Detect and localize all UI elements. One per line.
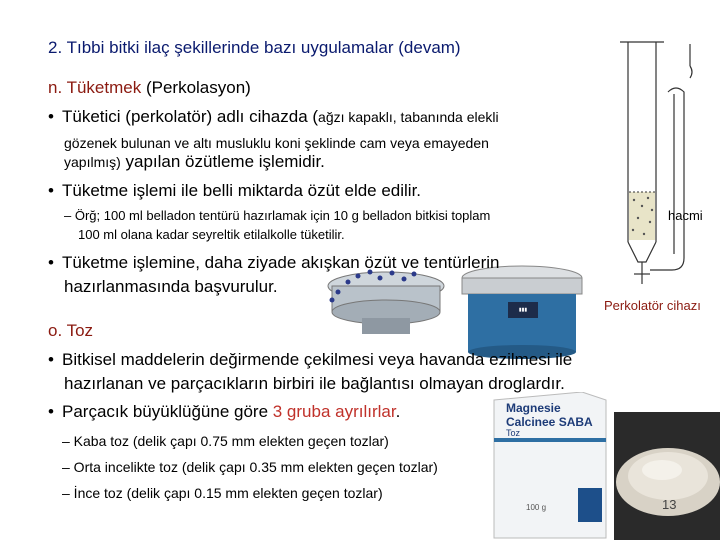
bullet-n-2-text: Tüketme işlemi ile belli miktarda özüt elde edilir.: [62, 181, 422, 200]
bullet-n-3-line1: Tüketme işlemine, daha ziyade akışkan özüt ve tentürlerin: [62, 253, 500, 272]
box-label-line1: Magnesie: [506, 401, 561, 415]
page-number: 13: [662, 497, 677, 512]
industrial-sieve-image: [452, 262, 594, 360]
bullet-dot: •: [48, 107, 54, 126]
bullet-n-1-line3: [64, 151, 325, 173]
bullet-dot: •: [48, 181, 54, 200]
bullet-n-2: [48, 180, 422, 202]
box-label-line2: Calcinee SABA: [506, 415, 593, 429]
bullet-o-2-end: .: [395, 402, 401, 421]
sub-example-line1: – Örğ; 100 ml belladon tentürü hazırlamak için 10 g belladon bitkisi toplam: [64, 208, 491, 223]
bullet-o-2: [48, 401, 401, 423]
bullet-n-3: [48, 252, 500, 274]
bullet-o-1: [48, 349, 573, 371]
section-o-heading: [48, 321, 93, 341]
percolator-caption: Perkolatör cihazı: [604, 298, 701, 313]
sub-example-overlap-word: hacmi: [668, 208, 703, 223]
box-weight-label: 100 g: [526, 503, 547, 512]
bullet-o-1-line1: Bitkisel maddelerin değirmende çekilmesi veya havanda ezilmesi ile: [62, 350, 573, 369]
bullet-n-3-line2: hazırlanmasında başvurulur.: [64, 277, 278, 296]
bullet-dot: •: [48, 350, 54, 369]
bullet-n-1-line3-big: yapılan özütleme işlemidir.: [120, 152, 325, 171]
bullet-n-1-line3-small: yapılmış): [64, 154, 121, 170]
bullet-o-1-line2: hazırlanan ve parçacıkların birbiri ile bağlantısı olmayan droglardır.: [64, 374, 565, 393]
bullet-o-2-start: Parçacık büyüklüğüne göre: [62, 402, 273, 421]
bullet-n-1: [48, 106, 622, 128]
sieve-brand-label: ▮▮▮: [518, 307, 528, 313]
slide-title: 2. Tıbbi bitki ilaç şekillerinde bazı uygulamalar (devam): [48, 38, 461, 57]
toz-item-fine: – İnce toz (delik çapı 0.15 mm elekten geçen tozlar): [62, 485, 383, 501]
bullet-dot: •: [48, 253, 54, 272]
section-n-heading: [48, 78, 251, 98]
box-label-line3: Toz: [506, 428, 521, 438]
powder-photo: [614, 412, 720, 540]
toz-item-medium: – Orta incelikte toz (delik çapı 0.35 mm elekten geçen tozlar): [62, 459, 438, 475]
section-n-heading-rest: (Perkolasyon): [141, 78, 251, 97]
bullet-n-1-line1-big: Tüketici (perkolatör) adlı cihazda (: [62, 107, 319, 126]
bullet-n-1-line1-small: ağzı kapaklı, tabanında elekli: [318, 109, 499, 125]
magnesia-product-box-image: [486, 392, 610, 540]
section-n-keyword: n. Tüketmek: [48, 78, 142, 97]
bullet-o-2-highlight: 3 gruba ayrılırlar: [272, 402, 396, 421]
bullet-n-1-line2: gözenek bulunan ve altı musluklu koni şeklinde cam veya emayeden: [64, 135, 489, 151]
bullet-dot: •: [48, 402, 54, 421]
section-o-keyword: o. Toz: [48, 321, 94, 340]
percolator-illustration: [598, 22, 718, 302]
sub-example-line2: 100 ml olana kadar seyreltik etilalkolle tüketilir.: [78, 227, 345, 242]
toz-item-coarse: – Kaba toz (delik çapı 0.75 mm elekten geçen tozlar): [62, 433, 389, 449]
